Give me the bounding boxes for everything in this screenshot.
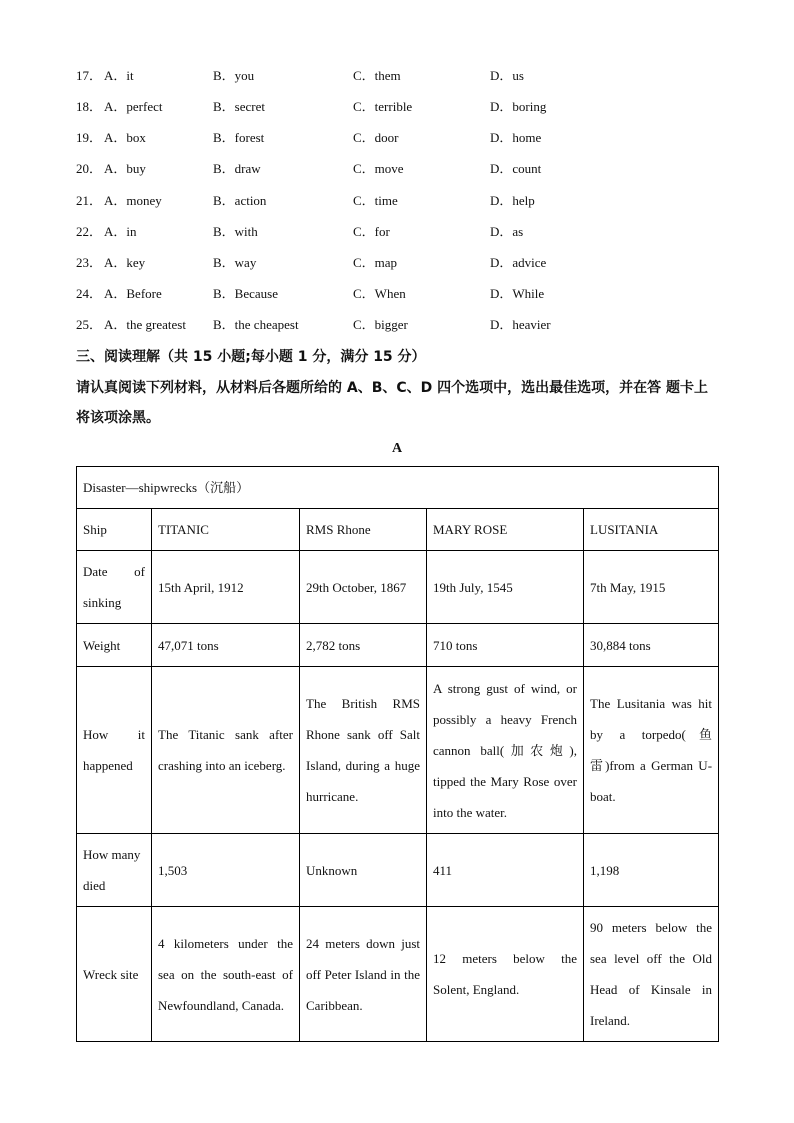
question-number: 19．: [76, 130, 103, 145]
header-cell: MARY ROSE: [427, 509, 584, 551]
option-b: B．action: [213, 193, 267, 208]
table-cell: The Titanic sank after crashing into an iceberg.: [152, 667, 300, 834]
table-cell: 411: [427, 834, 584, 907]
table-row: [77, 667, 719, 834]
table-cell: Unknown: [300, 834, 427, 907]
option-b: B．you: [213, 68, 255, 83]
table-title: Disaster—shipwrecks（沉船）: [77, 467, 719, 509]
table-cell: The Lusitania was hit by a torpedo(鱼雷)from a German U-boat.: [584, 667, 719, 834]
option-c: C．door: [353, 130, 399, 145]
table-cell: The British RMS Rhone sank off Salt Island, during a huge hurricane.: [300, 667, 427, 834]
row-label: How many died: [77, 834, 152, 907]
header-cell: LUSITANIA: [584, 509, 719, 551]
question-number: 20．: [76, 161, 103, 176]
row-label: How it happened: [77, 667, 152, 834]
option-a: A．box: [104, 130, 146, 145]
table-cell: 1,503: [152, 834, 300, 907]
table-cell: 29th October, 1867: [300, 551, 427, 624]
shipwreck-table: [76, 466, 719, 1042]
option-c: C．terrible: [353, 99, 413, 114]
option-a: A．the greatest: [104, 317, 186, 332]
option-d: D．heavier: [490, 317, 551, 332]
table-cell: 2,782 tons: [300, 624, 427, 667]
option-c: C．map: [353, 255, 398, 270]
table-cell: 90 meters below the sea level off the Old Head of Kinsale in Ireland.: [584, 907, 719, 1042]
question-number: 18．: [76, 99, 103, 114]
option-d: D．advice: [490, 255, 547, 270]
question-number: 25．: [76, 317, 103, 332]
option-d: D．help: [490, 193, 535, 208]
option-b: B．Because: [213, 286, 278, 301]
table-row: [77, 907, 719, 1042]
option-c: C．them: [353, 68, 401, 83]
table-cell: 24 meters down just off Peter Island in the Caribbean.: [300, 907, 427, 1042]
question-number: 17．: [76, 68, 103, 83]
table-cell: 19th July, 1545: [427, 551, 584, 624]
header-cell: TITANIC: [152, 509, 300, 551]
table-cell: 12 meters below the Solent, England.: [427, 907, 584, 1042]
table-row: [77, 834, 719, 907]
table-title-row: [77, 467, 719, 509]
question-number: 21．: [76, 193, 103, 208]
option-d: D．count: [490, 161, 542, 176]
option-b: B．with: [213, 224, 258, 239]
option-a: A．buy: [104, 161, 146, 176]
table-cell: 47,071 tons: [152, 624, 300, 667]
table-cell: 7th May, 1915: [584, 551, 719, 624]
passage-label: A: [391, 441, 403, 456]
option-d: D．as: [490, 224, 524, 239]
option-d: D．home: [490, 130, 542, 145]
option-c: C．When: [353, 286, 406, 301]
question-number: 22．: [76, 224, 103, 239]
option-b: B．draw: [213, 161, 261, 176]
section-heading: 三、阅读理解（共 15 小题;每小题 1 分，满分 15 分）: [76, 349, 426, 365]
option-a: A．it: [104, 68, 134, 83]
table-cell: 1,198: [584, 834, 719, 907]
header-cell: RMS Rhone: [300, 509, 427, 551]
section-instructions: 请认真阅读下列材料，从材料后各题所给的 A、B、C、D 四个选项中，选出最佳选项，并在答 题卡上将该项涂黑。: [76, 380, 709, 426]
option-d: D．us: [490, 68, 524, 83]
option-d: D．While: [490, 286, 545, 301]
table-row: [77, 624, 719, 667]
row-label: Date of sinking: [77, 551, 152, 624]
table-cell: A strong gust of wind, or possibly a heavy French cannon ball(加农炮), tipped the Mary Rose over into the water.: [427, 667, 584, 834]
row-label: Weight: [77, 624, 152, 667]
option-c: C．for: [353, 224, 390, 239]
option-c: C．bigger: [353, 317, 408, 332]
table-cell: 15th April, 1912: [152, 551, 300, 624]
option-b: B．way: [213, 255, 257, 270]
table-header-row: [77, 509, 719, 551]
option-a: A．in: [104, 224, 137, 239]
option-c: C．move: [353, 161, 404, 176]
option-a: A．Before: [104, 286, 162, 301]
option-c: C．time: [353, 193, 398, 208]
option-a: A．perfect: [104, 99, 163, 114]
question-number: 24．: [76, 286, 103, 301]
table-row: [77, 551, 719, 624]
table-cell: 4 kilometers under the sea on the south-east of Newfoundland, Canada.: [152, 907, 300, 1042]
option-b: B．secret: [213, 99, 265, 114]
option-a: A．key: [104, 255, 146, 270]
option-b: B．forest: [213, 130, 265, 145]
table-cell: 30,884 tons: [584, 624, 719, 667]
row-label: Wreck site: [77, 907, 152, 1042]
question-number: 23．: [76, 255, 103, 270]
table-cell: 710 tons: [427, 624, 584, 667]
header-cell: Ship: [77, 509, 152, 551]
option-d: D．boring: [490, 99, 547, 114]
option-b: B．the cheapest: [213, 317, 299, 332]
option-a: A．money: [104, 193, 162, 208]
